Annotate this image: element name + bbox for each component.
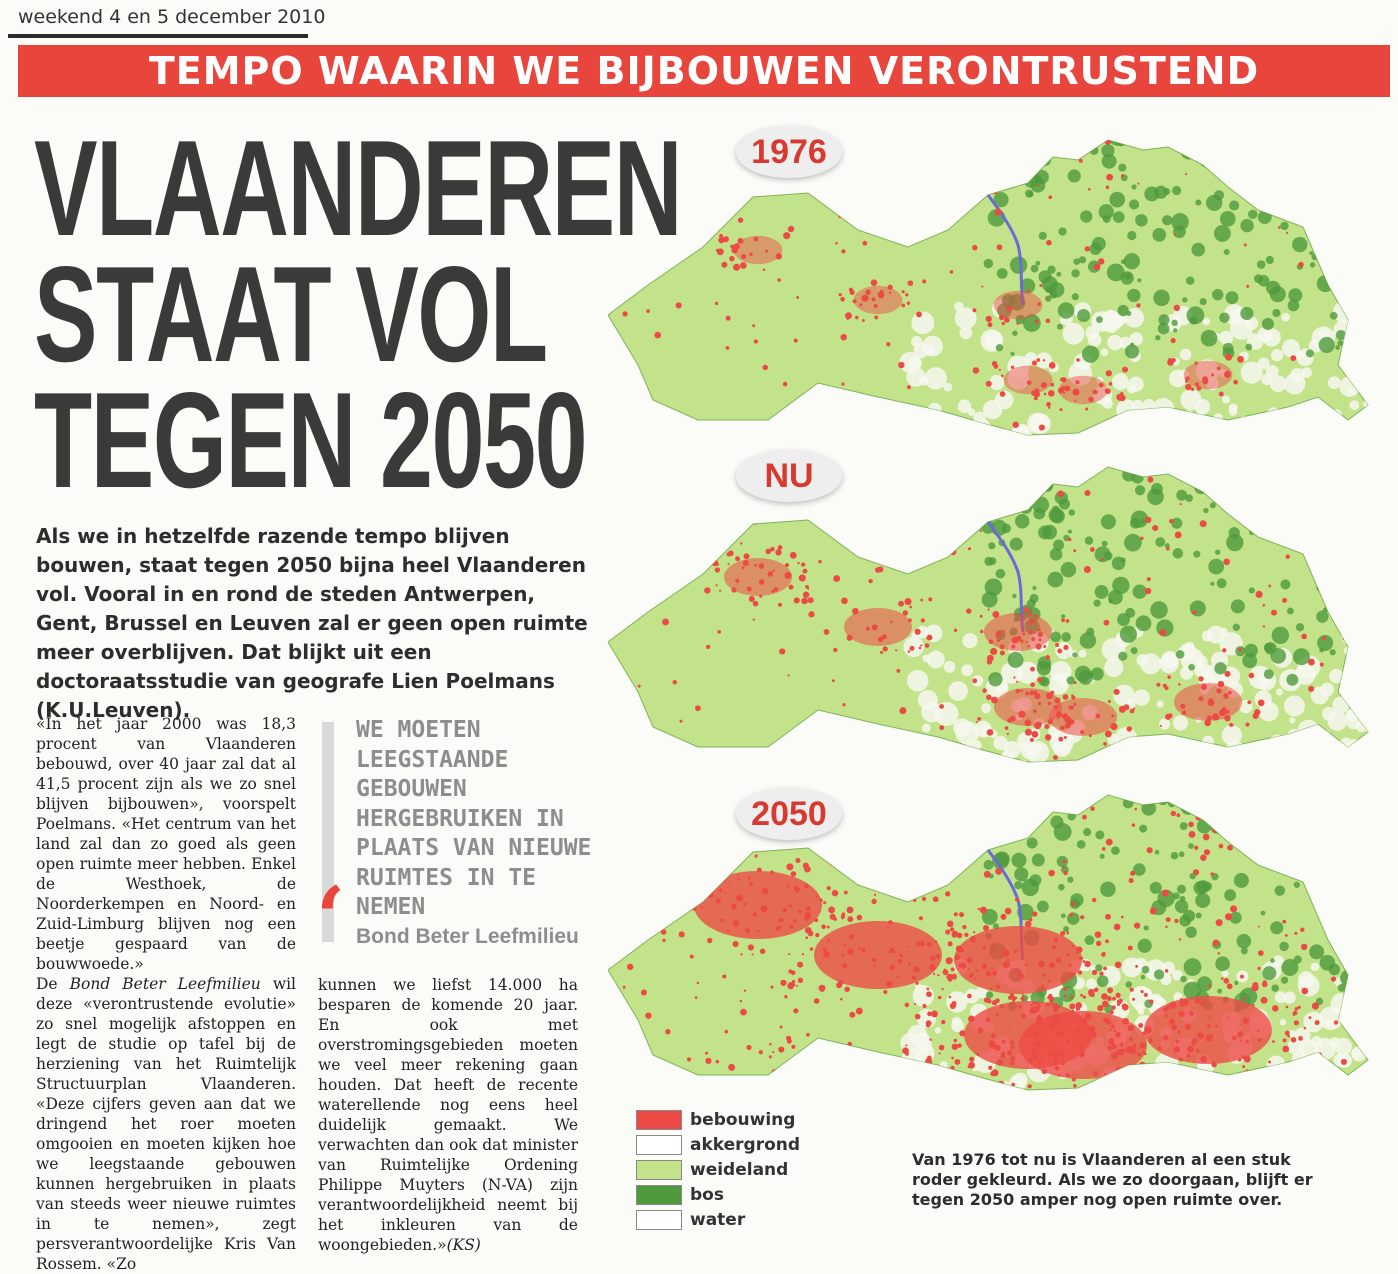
- body-paragraph-3: [318, 975, 578, 1255]
- headline-line-1: VLAANDEREN: [34, 112, 682, 264]
- legend-label: bebouwing: [690, 1109, 796, 1130]
- kicker-banner: TEMPO WAARIN WE BIJBOUWEN VERONTRUSTEND: [18, 45, 1390, 97]
- legend-item-akkergrond: [636, 1132, 800, 1157]
- map-2050: [608, 790, 1380, 1100]
- author-credit: (KS): [446, 1236, 481, 1254]
- dateline: weekend 4 en 5 december 2010: [18, 6, 326, 28]
- legend-label: akkergrond: [690, 1134, 801, 1155]
- pull-quote: WE MOETEN LEEGSTAANDE GEBOUWEN HERGEBRUIKEN IN PLAATS VAN NIEUWE RUIMTES IN TE NEMEN: [356, 717, 592, 920]
- body-column-1: [36, 714, 296, 1274]
- legend-swatch: [636, 1210, 682, 1230]
- map-year-1976: 1976: [736, 126, 842, 178]
- legend-swatch: [636, 1110, 682, 1130]
- legend-swatch: [636, 1160, 682, 1180]
- map-year-nu: NU: [736, 450, 842, 502]
- pull-quote-author: Bond Beter Leefmilieu: [356, 925, 579, 948]
- map-nu: [608, 462, 1380, 772]
- legend-label: weideland: [690, 1159, 789, 1180]
- adjacent-page-edge: [1358, 130, 1398, 1230]
- map-legend: [636, 1107, 800, 1232]
- body-paragraph-2-text: wil deze «verontrustende evolutie» zo snel mogelijk afstoppen en legt de studie op tafel bij de herziening van het Ruimtelijk Structuurplan Vlaanderen. «Deze cijfers geven aan dat we dringend het roer moeten omgooien en moeten kijken hoe we leegstaande gebouwen kunnen hergebruiken in plaats van steeds weer nieuwe ruimtes in te nemen», zegt persverantwoordelijke Kris Van Rossem. «Zo: [36, 975, 296, 1273]
- body-org-name: Bond Beter Leefmilieu: [69, 975, 261, 993]
- lead-paragraph: Als we in hetzelfde razende tempo blijven bouwen, staat tegen 2050 bijna heel Vlaanderen vol. Vooral in en rond de steden Antwerpen, Gent, Brussel en Leuven zal er geen open ruimte meer overblijven. Dat blijkt uit een doctoraatsstudie van geografe Lien Poelmans (K.U.Leuven).: [36, 524, 588, 722]
- body-paragraph-2: [36, 974, 296, 1274]
- legend-item-weideland: [636, 1157, 800, 1182]
- legend-label: bos: [690, 1184, 724, 1205]
- legend-swatch: [636, 1185, 682, 1205]
- legend-swatch: [636, 1135, 682, 1155]
- legend-label: water: [690, 1209, 746, 1230]
- headline-line-3: TEGEN 2050: [34, 364, 587, 516]
- map-1976: [608, 135, 1380, 445]
- body-column-2: [318, 975, 578, 1255]
- map-year-2050: 2050: [736, 788, 842, 840]
- legend-item-bebouwing: [636, 1107, 800, 1132]
- body-paragraph-2-prefix: De: [36, 975, 58, 993]
- legend-item-bos: [636, 1182, 800, 1207]
- body-paragraph-3-text: kunnen we liefst 14.000 ha besparen de komende 20 jaar. En ook met overstromingsgebieden moeten we veel meer rekening gaan houden. Dat heeft de recente waterellende nog eens heel duidelijk gemaakt. We verwachten dan ook dat minister van Ruimtelijke Ordening Philippe Muyters (N-VA) zijn verantwoordelijkheid neemt bij het inkleuren van de woongebieden.»: [318, 976, 578, 1254]
- headline-line-2: STAAT VOL: [34, 238, 547, 390]
- legend-item-water: [636, 1207, 800, 1232]
- pull-quote-mark-icon: ‘: [316, 868, 346, 967]
- dateline-rule: [8, 34, 308, 38]
- map-caption: Van 1976 tot nu is Vlaanderen al een stuk roder gekleurd. Als we zo doorgaan, blijft er tegen 2050 amper nog open ruimte over.: [912, 1150, 1313, 1209]
- body-paragraph-1: «In het jaar 2000 was 18,3 procent van Vlaanderen bebouwd, over 40 jaar zal dat al 41,5 procent zijn als we zo snel blijven bijbouwen», voorspelt Poelmans. «Het centrum van het land zal dan zo goed als geen open ruimte meer hebben. Enkel de Westhoek, de Noorderkempen en Noord- en Zuid-Limburg blijven nog een beetje gespaard van de bouwwoede.»: [36, 715, 296, 973]
